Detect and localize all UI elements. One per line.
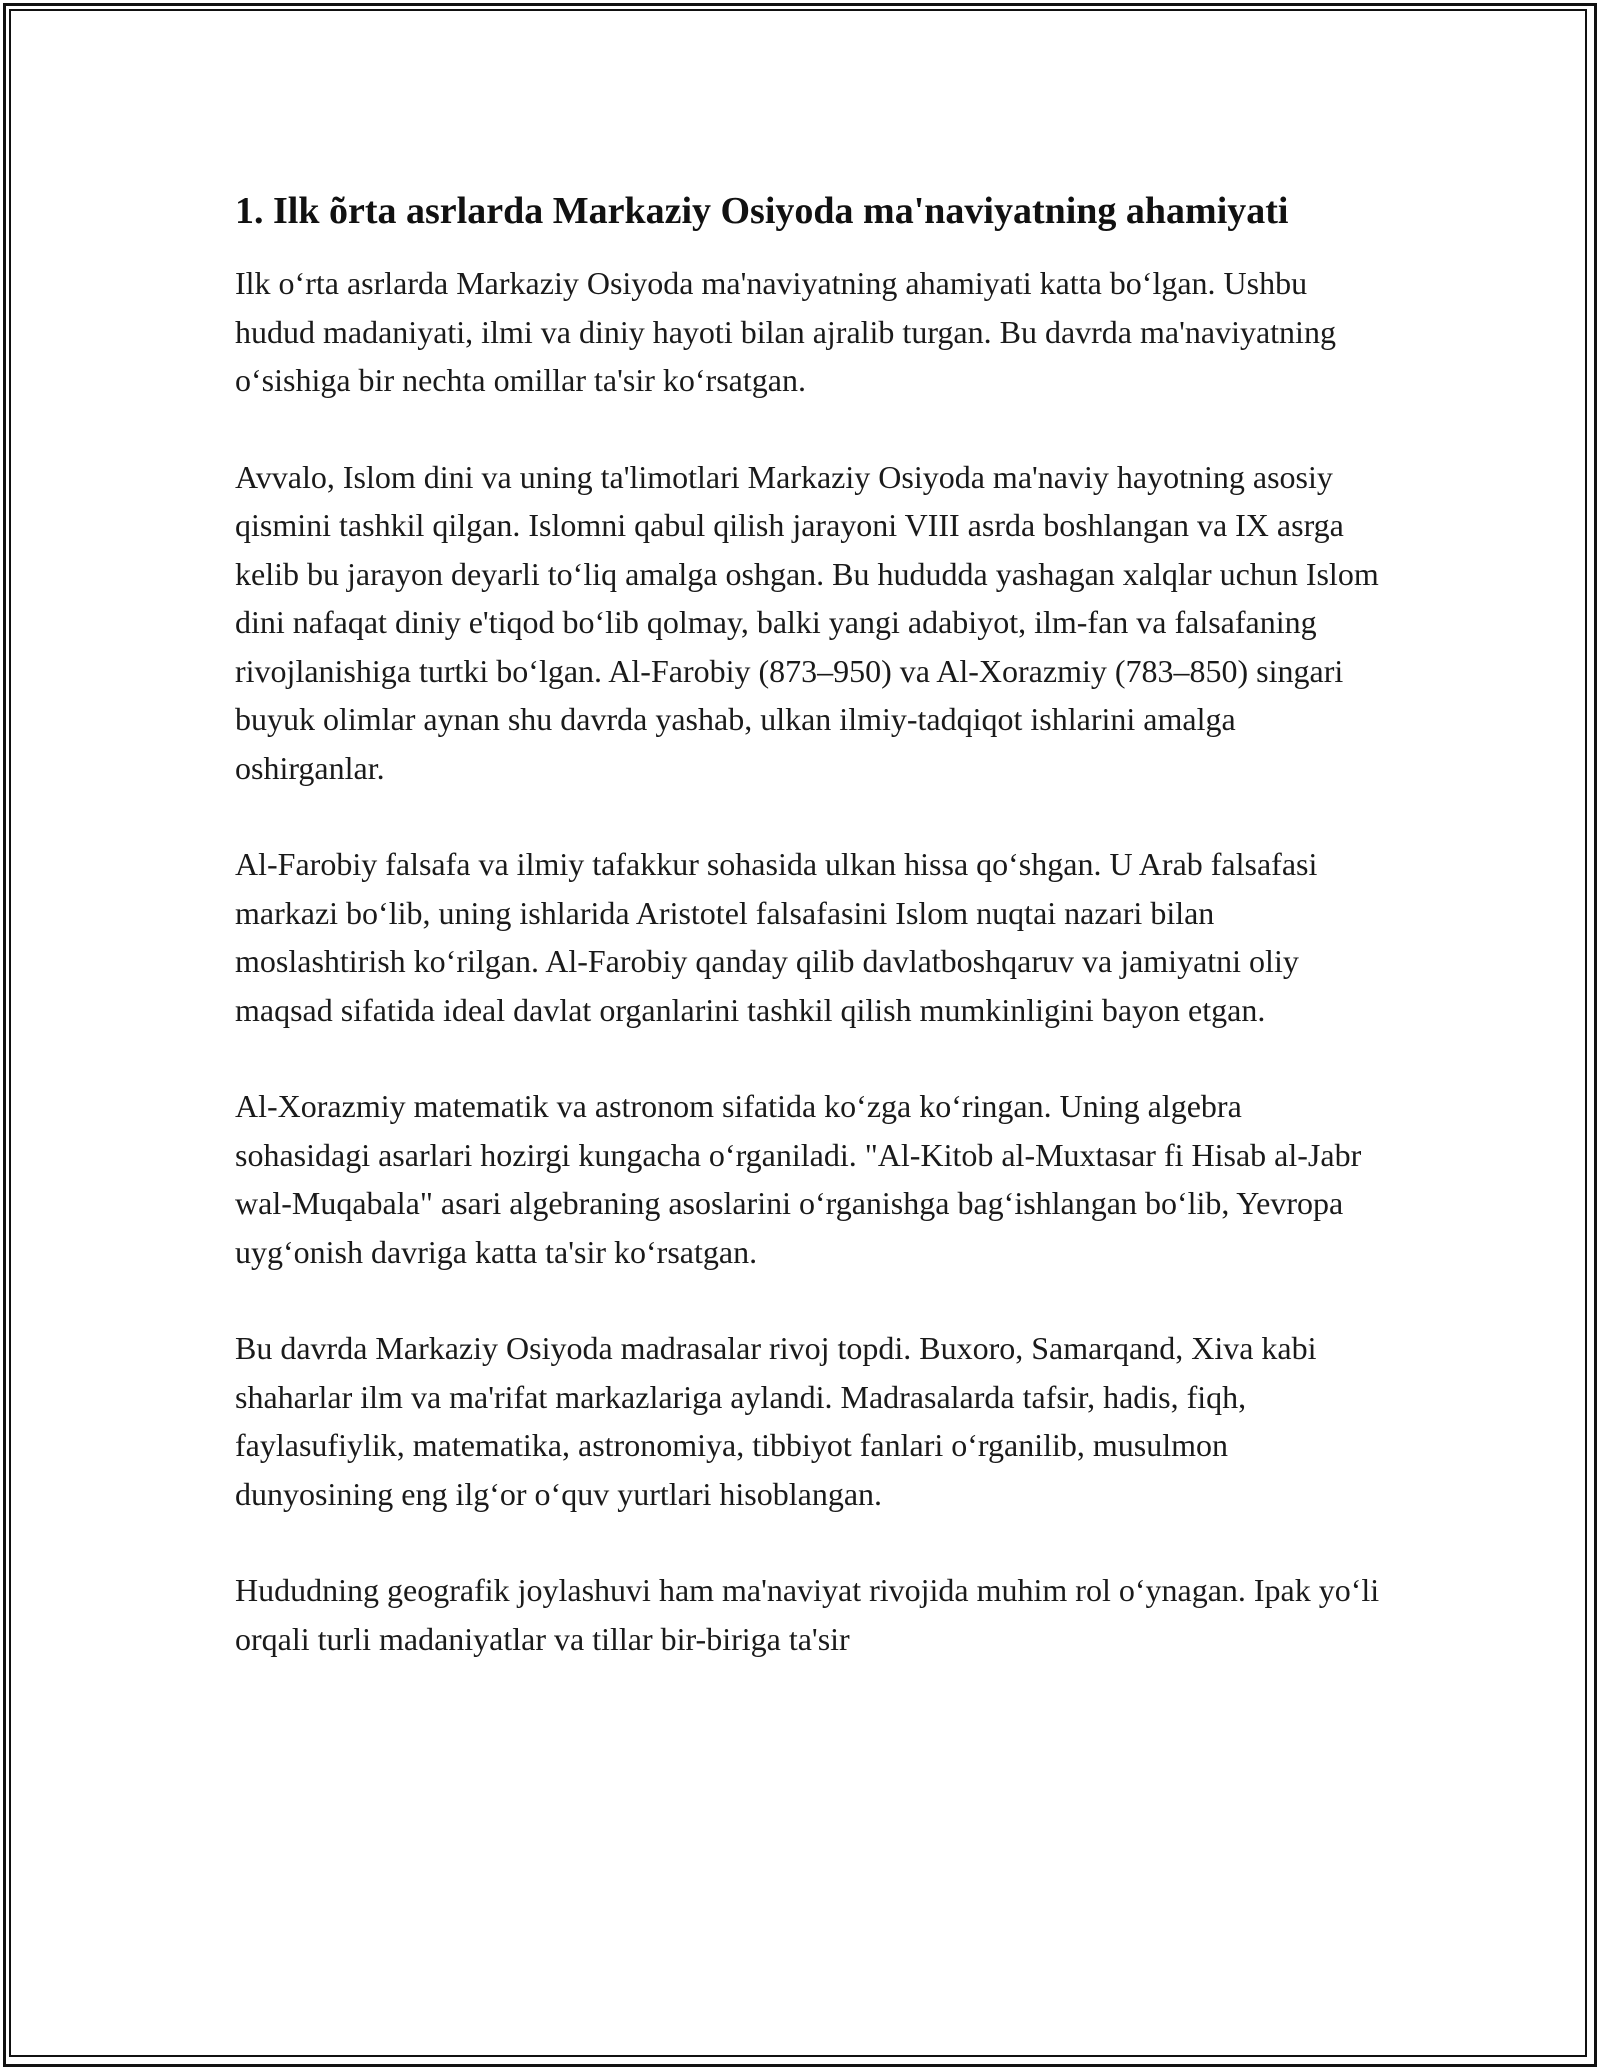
paragraph-al-farobiy: Al-Farobiy falsafa va ilmiy tafakkur sohasida ulkan hissa qo‘shgan. U Arab falsafasi markazi bo‘lib, uning ishlarida Aristotel falsafasini Islom nuqtai nazari bilan moslashtirish ko‘rilgan. Al-Farobiy qanday qilib davlatboshqaruv va jamiyatni oliy maqsad sifatida ideal davlat organlarini tashkil qilish mumkinligini bayon etgan. bbox=[235, 846, 1318, 1028]
document-body bbox=[235, 184, 1380, 1711]
paragraph-intro: Ilk o‘rta asrlarda Markaziy Osiyoda ma'naviyatning ahamiyati katta bo‘lgan. Ushbu hudud madaniyati, ilmi va diniy hayoti bilan ajralib turgan. Bu davrda ma'naviyatning o‘sishiga bir nechta omillar ta'sir ko‘rsatgan. bbox=[235, 265, 1336, 398]
paragraph-al-xorazmiy: Al-Xorazmiy matematik va astronom sifatida ko‘zga ko‘ringan. Uning algebra sohasidagi asarlari hozirgi kungacha o‘rganiladi. "Al-Kitob al-Muxtasar fi Hisab al-Jabr wal-Muqabala" asari algebraning asoslarini o‘rganishga bag‘ishlangan bo‘lib, Yevropa uyg‘onish davriga katta ta'sir ko‘rsatgan. bbox=[235, 1088, 1362, 1270]
section-heading: 1. Ilk õrta asrlarda Markaziy Osiyoda ma'naviyatning ahamiyati bbox=[235, 190, 1289, 232]
paragraph-islam: Avvalo, Islom dini va uning ta'limotlari Markaziy Osiyoda ma'naviy hayotning asosiy qismini tashkil qilgan. Islomni qabul qilish jarayoni VIII asrda boshlangan va IX asrga kelib bu jarayon deyarli to‘liq amalga oshgan. Bu hududda yashagan xalqlar uchun Islom dini nafaqat diniy e'tiqod bo‘lib qolmay, balki yangi adabiyot, ilm-fan va falsafaning rivojlanishiga turtki bo‘lgan. Al-Farobiy (873–950) va Al-Xorazmiy (783–850) singari buyuk olimlar aynan shu davrda yashab, ulkan ilmiy-tadqiqot ishlarini amalga oshirganlar. bbox=[235, 458, 1379, 786]
paragraph-madrasalar: Bu davrda Markaziy Osiyoda madrasalar rivoj topdi. Buxoro, Samarqand, Xiva kabi shaharlar ilm va ma'rifat markazlariga aylandi. Madrasalarda tafsir, hadis, fiqh, faylasufiylik, matematika, astronomiya, tibbiyot fanlari o‘rganilib, musulmon dunyosining eng ilg‘or o‘quv yurtlari hisoblangan. bbox=[235, 1330, 1317, 1512]
paragraph-geografiya: Hududning geografik joylashuvi ham ma'naviyat rivojida muhim rol o‘ynagan. Ipak yo‘li orqali turli madaniyatlar va tillar bir-biriga ta'sir bbox=[235, 1572, 1380, 1657]
